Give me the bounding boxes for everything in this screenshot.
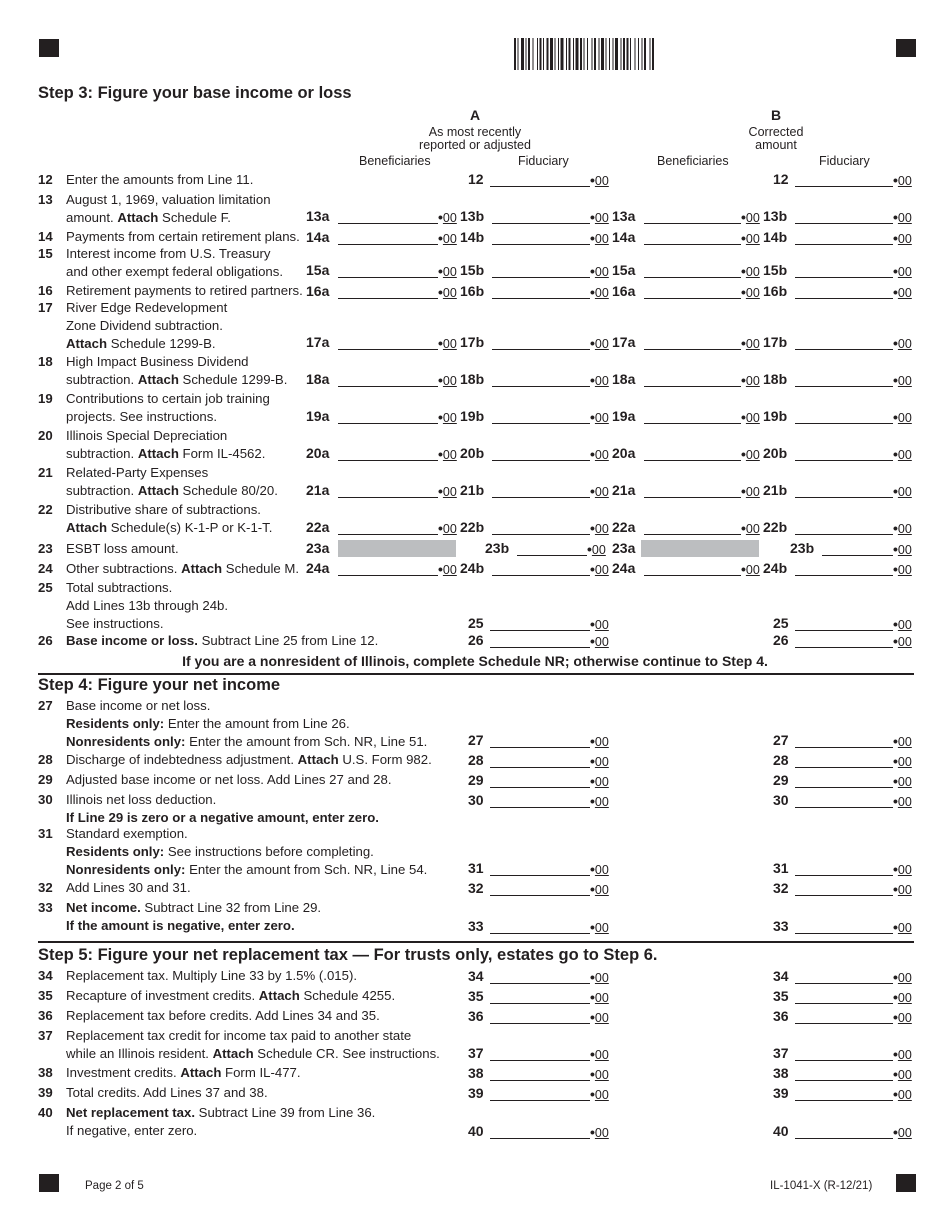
line-23-label-a-fiduciary: 23b <box>485 540 510 556</box>
line-36-label-b: 36 <box>773 1008 789 1024</box>
line-15-label-a-beneficiaries: 15a <box>306 262 330 278</box>
line-27-label-b: 27 <box>773 732 789 748</box>
line-19-label-a-fiduciary: 19b <box>460 408 485 424</box>
line-36-input-a[interactable] <box>490 1023 590 1024</box>
line-21-input-b-beneficiaries[interactable] <box>644 497 741 498</box>
line-27-input-a[interactable] <box>490 747 590 748</box>
line-24-label-a-beneficiaries: 24a <box>306 560 330 576</box>
line-37-input-b[interactable] <box>795 1060 893 1061</box>
line-12-input-a[interactable] <box>490 186 590 187</box>
line-31-cents-a: •00 <box>590 861 609 877</box>
line-15-cents-a-beneficiaries: •00 <box>438 263 457 279</box>
line-24-cents-b-fiduciary: •00 <box>893 561 912 577</box>
line-29-label-a: 29 <box>468 772 484 788</box>
line-35-label-b: 35 <box>773 988 789 1004</box>
line-21-cents-b-beneficiaries: •00 <box>741 483 760 499</box>
line-16-label-b-fiduciary: 16b <box>763 283 788 299</box>
line-34-input-b[interactable] <box>795 983 893 984</box>
line-14-input-b-beneficiaries[interactable] <box>644 244 741 245</box>
line-24-input-a-beneficiaries[interactable] <box>338 575 438 576</box>
registration-mark-top-right <box>896 39 916 57</box>
line-15-input-b-fiduciary[interactable] <box>795 277 893 278</box>
line-39-cents-a: •00 <box>590 1086 609 1102</box>
line-13-label-a-beneficiaries: 13a <box>306 208 330 224</box>
line-20-input-a-fiduciary[interactable] <box>492 460 590 461</box>
line-15-cents-a-fiduciary: •00 <box>590 263 609 279</box>
line-32-description: 32 Add Lines 30 and 31. <box>38 880 191 895</box>
line-21-input-a-beneficiaries[interactable] <box>338 497 438 498</box>
line-21-input-a-fiduciary[interactable] <box>492 497 590 498</box>
line-18-cents-b-beneficiaries: •00 <box>741 372 760 388</box>
line-19-cents-b-beneficiaries: •00 <box>741 409 760 425</box>
line-16-cents-a-fiduciary: •00 <box>590 284 609 300</box>
line-22-label-b-fiduciary: 22b <box>763 519 788 535</box>
step4-title: Step 4: Figure your net income <box>38 676 281 694</box>
line-21-description: 21 Related-Party Expenses subtraction. Attach Schedule 80/20. <box>38 465 278 498</box>
line-14-label-b-fiduciary: 14b <box>763 229 788 245</box>
line-22-input-b-beneficiaries[interactable] <box>644 534 741 535</box>
line-27-label-a: 27 <box>468 732 484 748</box>
line-40-cents-b: •00 <box>893 1124 912 1140</box>
line-24-label-a-fiduciary: 24b <box>460 560 485 576</box>
line-40-input-a[interactable] <box>490 1138 590 1139</box>
line-18-input-a-fiduciary[interactable] <box>492 386 590 387</box>
line-31-label-b: 31 <box>773 860 789 876</box>
line-27-cents-b: •00 <box>893 733 912 749</box>
line-25-input-a[interactable] <box>490 630 590 631</box>
line-29-cents-b: •00 <box>893 773 912 789</box>
line-13-cents-b-beneficiaries: •00 <box>741 209 760 225</box>
line-20-cents-a-beneficiaries: •00 <box>438 446 457 462</box>
line-38-input-a[interactable] <box>490 1080 590 1081</box>
line-31-label-a: 31 <box>468 860 484 876</box>
line-37-description: 37 Replacement tax credit for income tax paid to another state while an Illinois resident. Attach Schedule CR. See instructions. <box>38 1028 440 1061</box>
line-22-cents-b-fiduciary: •00 <box>893 520 912 536</box>
line-16-label-a-fiduciary: 16b <box>460 283 485 299</box>
line-16-label-b-beneficiaries: 16a <box>612 283 636 299</box>
line-34-cents-b: •00 <box>893 969 912 985</box>
line-20-label-a-beneficiaries: 20a <box>306 445 330 461</box>
line-24-cents-a-beneficiaries: •00 <box>438 561 457 577</box>
line-39-cents-b: •00 <box>893 1086 912 1102</box>
line-30-label-a: 30 <box>468 792 484 808</box>
line-20-input-b-fiduciary[interactable] <box>795 460 893 461</box>
line-37-label-a: 37 <box>468 1045 484 1061</box>
line-32-label-a: 32 <box>468 880 484 896</box>
line-24-label-b-beneficiaries: 24a <box>612 560 636 576</box>
line-22-label-b-beneficiaries: 22a <box>612 519 636 535</box>
line-20-cents-b-fiduciary: •00 <box>893 446 912 462</box>
line-13-label-b-fiduciary: 13b <box>763 208 788 224</box>
line-35-cents-b: •00 <box>893 989 912 1005</box>
line-16-input-a-fiduciary[interactable] <box>492 298 590 299</box>
line-16-cents-b-beneficiaries: •00 <box>741 284 760 300</box>
barcode-image <box>514 38 710 70</box>
line-13-description: 13 August 1, 1969, valuation limitation amount. Attach Schedule F. <box>38 192 271 225</box>
line-14-input-b-fiduciary[interactable] <box>795 244 893 245</box>
line-21-label-a-beneficiaries: 21a <box>306 482 330 498</box>
line-30-label-b: 30 <box>773 792 789 808</box>
line-17-label-a-fiduciary: 17b <box>460 334 485 350</box>
line-13-input-b-fiduciary[interactable] <box>795 223 893 224</box>
line-12-cents-b: •00 <box>893 172 912 188</box>
line-29-cents-a: •00 <box>590 773 609 789</box>
line-38-input-b[interactable] <box>795 1080 893 1081</box>
line-26-cents-a: •00 <box>590 633 609 649</box>
line-40-input-b[interactable] <box>795 1138 893 1139</box>
line-21-label-b-beneficiaries: 21a <box>612 482 636 498</box>
line-17-cents-a-fiduciary: •00 <box>590 335 609 351</box>
column-a-fiduciary-header: Fiduciary <box>518 154 569 168</box>
line-29-label-b: 29 <box>773 772 789 788</box>
line-37-cents-a: •00 <box>590 1046 609 1062</box>
line-16-description: 16 Retirement payments to retired partners. <box>38 283 303 298</box>
line-21-label-b-fiduciary: 21b <box>763 482 788 498</box>
column-a-beneficiaries-header: Beneficiaries <box>359 154 431 168</box>
line-15-label-b-beneficiaries: 15a <box>612 262 636 278</box>
line-15-cents-b-beneficiaries: •00 <box>741 263 760 279</box>
line-23-label-a-beneficiaries: 23a <box>306 540 330 556</box>
line-29-description: 29 Adjusted base income or net loss. Add Lines 27 and 28. <box>38 772 392 787</box>
line-14-label-a-beneficiaries: 14a <box>306 229 330 245</box>
line-25-cents-b: •00 <box>893 616 912 632</box>
line-35-input-a[interactable] <box>490 1003 590 1004</box>
line-19-cents-b-fiduciary: •00 <box>893 409 912 425</box>
line-19-input-a-fiduciary[interactable] <box>492 423 590 424</box>
line-17-label-b-fiduciary: 17b <box>763 334 788 350</box>
line-35-description: 35 Recapture of investment credits. Attach Schedule 4255. <box>38 988 396 1003</box>
line-24-input-a-fiduciary[interactable] <box>492 575 590 576</box>
column-b-fiduciary-header: Fiduciary <box>819 154 870 168</box>
line-20-input-b-beneficiaries[interactable] <box>644 460 741 461</box>
line-18-input-b-fiduciary[interactable] <box>795 386 893 387</box>
line-36-input-b[interactable] <box>795 1023 893 1024</box>
line-35-input-b[interactable] <box>795 1003 893 1004</box>
line-20-label-b-beneficiaries: 20a <box>612 445 636 461</box>
line-14-input-a-fiduciary[interactable] <box>492 244 590 245</box>
line-28-label-b: 28 <box>773 752 789 768</box>
line-22-description: 22 Distributive share of subtractions. Attach Schedule(s) K-1-P or K-1-T. <box>38 502 273 535</box>
line-23-input-a-fiduciary[interactable] <box>517 555 587 556</box>
line-22-cents-b-beneficiaries: •00 <box>741 520 760 536</box>
line-40-cents-a: •00 <box>590 1124 609 1140</box>
line-23-input-b-fiduciary[interactable] <box>822 555 893 556</box>
line-16-cents-a-beneficiaries: •00 <box>438 284 457 300</box>
line-25-description: 25 Total subtractions. Add Lines 13b through 24b. See instructions. <box>38 580 229 631</box>
line-39-label-a: 39 <box>468 1085 484 1101</box>
line-12-description: 12 Enter the amounts from Line 11. <box>38 172 254 187</box>
line-14-cents-a-beneficiaries: •00 <box>438 230 457 246</box>
line-18-input-a-beneficiaries[interactable] <box>338 386 438 387</box>
line-24-input-b-beneficiaries[interactable] <box>644 575 741 576</box>
line-24-description: 24 Other subtractions. Attach Schedule M. <box>38 561 300 576</box>
line-39-label-b: 39 <box>773 1085 789 1101</box>
line-18-cents-b-fiduciary: •00 <box>893 372 912 388</box>
line-18-input-b-beneficiaries[interactable] <box>644 386 741 387</box>
line-28-input-b[interactable] <box>795 767 893 768</box>
line-34-cents-a: •00 <box>590 969 609 985</box>
line-20-label-a-fiduciary: 20b <box>460 445 485 461</box>
line-16-input-a-beneficiaries[interactable] <box>338 298 438 299</box>
line-34-label-b: 34 <box>773 968 789 984</box>
line-33-cents-b: •00 <box>893 919 912 935</box>
line-12-label-b: 12 <box>773 171 789 187</box>
line-16-input-b-beneficiaries[interactable] <box>644 298 741 299</box>
line-19-label-a-beneficiaries: 19a <box>306 408 330 424</box>
line-12-label-a: 12 <box>468 171 484 187</box>
line-29-input-a[interactable] <box>490 787 590 788</box>
line-40-label-b: 40 <box>773 1123 789 1139</box>
line-24-label-b-fiduciary: 24b <box>763 560 788 576</box>
line-14-label-b-beneficiaries: 14a <box>612 229 636 245</box>
line-17-cents-b-beneficiaries: •00 <box>741 335 760 351</box>
line-34-input-a[interactable] <box>490 983 590 984</box>
line-38-description: 38 Investment credits. Attach Form IL-477. <box>38 1065 301 1080</box>
line-21-label-a-fiduciary: 21b <box>460 482 485 498</box>
line-40-description: 40 Net replacement tax. Subtract Line 39 from Line 36. If negative, enter zero. <box>38 1105 376 1138</box>
line-19-description: 19 Contributions to certain job training projects. See instructions. <box>38 391 270 424</box>
line-39-input-a[interactable] <box>490 1100 590 1101</box>
line-25-label-b: 25 <box>773 615 789 631</box>
line-19-label-b-fiduciary: 19b <box>763 408 788 424</box>
line-26-description: 26 Base income or loss. Subtract Line 25 from Line 12. <box>38 633 379 648</box>
line-31-input-a[interactable] <box>490 875 590 876</box>
line-33-label-a: 33 <box>468 918 484 934</box>
line-25-cents-a: •00 <box>590 616 609 632</box>
line-19-label-b-beneficiaries: 19a <box>612 408 636 424</box>
line-38-cents-b: •00 <box>893 1066 912 1082</box>
line-23-label-b-fiduciary: 23b <box>790 540 815 556</box>
line-19-cents-a-beneficiaries: •00 <box>438 409 457 425</box>
line-17-label-a-beneficiaries: 17a <box>306 334 330 350</box>
line-35-cents-a: •00 <box>590 989 609 1005</box>
line-24-cents-b-beneficiaries: •00 <box>741 561 760 577</box>
line-19-input-b-fiduciary[interactable] <box>795 423 893 424</box>
line-14-cents-b-beneficiaries: •00 <box>741 230 760 246</box>
line-15-input-b-beneficiaries[interactable] <box>644 277 741 278</box>
line-13-input-a-fiduciary[interactable] <box>492 223 590 224</box>
line-20-cents-a-fiduciary: •00 <box>590 446 609 462</box>
line-23-cents-b-fiduciary: •00 <box>893 541 912 557</box>
line-13-cents-a-fiduciary: •00 <box>590 209 609 225</box>
line-20-input-a-beneficiaries[interactable] <box>338 460 438 461</box>
line-28-cents-a: •00 <box>590 753 609 769</box>
step5-title: Step 5: Figure your net replacement tax — For trusts only, estates go to Step 6. <box>38 946 658 964</box>
line-24-input-b-fiduciary[interactable] <box>795 575 893 576</box>
line-17-cents-a-beneficiaries: •00 <box>438 335 457 351</box>
line-33-cents-a: •00 <box>590 919 609 935</box>
column-b-letter: B <box>770 107 782 123</box>
line-36-label-a: 36 <box>468 1008 484 1024</box>
line-19-input-b-beneficiaries[interactable] <box>644 423 741 424</box>
line-16-input-b-fiduciary[interactable] <box>795 298 893 299</box>
step5-divider <box>38 941 914 943</box>
line-20-cents-b-beneficiaries: •00 <box>741 446 760 462</box>
line-23-shaded-a-beneficiaries <box>338 540 456 557</box>
line-23-description: 23 ESBT loss amount. <box>38 541 179 556</box>
line-22-cents-a-fiduciary: •00 <box>590 520 609 536</box>
column-a-desc-2: reported or adjusted <box>419 138 531 152</box>
line-17-input-b-fiduciary[interactable] <box>795 349 893 350</box>
line-28-description: 28 Discharge of indebtedness adjustment. Attach U.S. Form 982. <box>38 752 432 767</box>
line-23-cents-a-fiduciary: •00 <box>587 541 606 557</box>
line-13-input-a-beneficiaries[interactable] <box>338 223 438 224</box>
line-38-label-b: 38 <box>773 1065 789 1081</box>
line-22-input-a-fiduciary[interactable] <box>492 534 590 535</box>
line-18-cents-a-beneficiaries: •00 <box>438 372 457 388</box>
page-number: Page 2 of 5 <box>85 1180 144 1192</box>
line-20-label-b-fiduciary: 20b <box>763 445 788 461</box>
line-32-input-a[interactable] <box>490 895 590 896</box>
line-27-cents-a: •00 <box>590 733 609 749</box>
line-22-input-b-fiduciary[interactable] <box>795 534 893 535</box>
line-15-cents-b-fiduciary: •00 <box>893 263 912 279</box>
line-12-cents-a: •00 <box>590 172 609 188</box>
form-id: IL-1041-X (R-12/21) <box>770 1180 873 1192</box>
registration-mark-top-left <box>39 39 59 57</box>
line-24-cents-a-fiduciary: •00 <box>590 561 609 577</box>
line-31-cents-b: •00 <box>893 861 912 877</box>
line-36-cents-a: •00 <box>590 1009 609 1025</box>
line-17-input-a-fiduciary[interactable] <box>492 349 590 350</box>
line-17-input-a-beneficiaries[interactable] <box>338 349 438 350</box>
line-32-input-b[interactable] <box>795 895 893 896</box>
line-27-description: 27 Base income or net loss. Residents only: Enter the amount from Line 26. Nonresidents only: Enter the amount from Sch. NR, Line 51. <box>38 698 428 749</box>
line-30-input-b[interactable] <box>795 807 893 808</box>
line-18-label-b-fiduciary: 18b <box>763 371 788 387</box>
line-37-cents-b: •00 <box>893 1046 912 1062</box>
line-21-cents-a-fiduciary: •00 <box>590 483 609 499</box>
line-17-input-b-beneficiaries[interactable] <box>644 349 741 350</box>
line-31-input-b[interactable] <box>795 875 893 876</box>
line-30-description: 30 Illinois net loss deduction. If Line 29 is zero or a negative amount, enter zero. <box>38 792 379 825</box>
line-26-label-a: 26 <box>468 632 484 648</box>
column-a-letter: A <box>469 107 481 123</box>
line-37-label-b: 37 <box>773 1045 789 1061</box>
registration-mark-bottom-left <box>39 1174 59 1192</box>
line-21-cents-b-fiduciary: •00 <box>893 483 912 499</box>
line-26-cents-b: •00 <box>893 633 912 649</box>
line-32-cents-a: •00 <box>590 881 609 897</box>
line-36-description: 36 Replacement tax before credits. Add Lines 34 and 35. <box>38 1008 380 1023</box>
line-28-label-a: 28 <box>468 752 484 768</box>
line-23-shaded-b-beneficiaries <box>641 540 759 557</box>
line-39-description: 39 Total credits. Add Lines 37 and 38. <box>38 1085 268 1100</box>
line-15-description: 15 Interest income from U.S. Treasury and other exempt federal obligations. <box>38 246 284 279</box>
line-22-input-a-beneficiaries[interactable] <box>338 534 438 535</box>
line-25-input-b[interactable] <box>795 630 893 631</box>
line-14-input-a-beneficiaries[interactable] <box>338 244 438 245</box>
line-29-input-b[interactable] <box>795 787 893 788</box>
line-18-label-a-beneficiaries: 18a <box>306 371 330 387</box>
column-b-desc-2: amount <box>755 138 797 152</box>
line-15-label-a-fiduciary: 15b <box>460 262 485 278</box>
line-12-input-b[interactable] <box>795 186 893 187</box>
line-19-input-a-beneficiaries[interactable] <box>338 423 438 424</box>
line-16-cents-b-fiduciary: •00 <box>893 284 912 300</box>
line-14-label-a-fiduciary: 14b <box>460 229 485 245</box>
line-15-input-a-beneficiaries[interactable] <box>338 277 438 278</box>
line-21-input-b-fiduciary[interactable] <box>795 497 893 498</box>
line-32-cents-b: •00 <box>893 881 912 897</box>
line-33-input-a[interactable] <box>490 933 590 934</box>
line-13-cents-a-beneficiaries: •00 <box>438 209 457 225</box>
nonresident-notice: If you are a nonresident of Illinois, complete Schedule NR; otherwise continue to Step 4. <box>182 653 768 669</box>
line-33-input-b[interactable] <box>795 933 893 934</box>
line-25-label-a: 25 <box>468 615 484 631</box>
line-27-input-b[interactable] <box>795 747 893 748</box>
line-34-description: 34 Replacement tax. Multiply Line 33 by 1.5% (.015). <box>38 968 358 983</box>
line-17-cents-b-fiduciary: •00 <box>893 335 912 351</box>
line-13-cents-b-fiduciary: •00 <box>893 209 912 225</box>
line-13-label-b-beneficiaries: 13a <box>612 208 636 224</box>
line-18-label-b-beneficiaries: 18a <box>612 371 636 387</box>
line-33-label-b: 33 <box>773 918 789 934</box>
line-15-label-b-fiduciary: 15b <box>763 262 788 278</box>
line-36-cents-b: •00 <box>893 1009 912 1025</box>
line-16-label-a-beneficiaries: 16a <box>306 283 330 299</box>
line-17-description: 17 River Edge Redevelopment Zone Dividend subtraction. Attach Schedule 1299-B. <box>38 300 228 351</box>
line-31-description: 31 Standard exemption. Residents only: See instructions before completing. Nonresidents only: Enter the amount from Sch. NR, Line 54. <box>38 826 428 877</box>
column-a-desc-1: As most recently <box>428 125 522 139</box>
line-28-input-a[interactable] <box>490 767 590 768</box>
line-18-cents-a-fiduciary: •00 <box>590 372 609 388</box>
line-15-input-a-fiduciary[interactable] <box>492 277 590 278</box>
step4-divider <box>38 673 914 675</box>
line-14-cents-a-fiduciary: •00 <box>590 230 609 246</box>
line-22-label-a-beneficiaries: 22a <box>306 519 330 535</box>
line-37-input-a[interactable] <box>490 1060 590 1061</box>
line-26-input-b[interactable] <box>795 647 893 648</box>
line-18-label-a-fiduciary: 18b <box>460 371 485 387</box>
line-17-label-b-beneficiaries: 17a <box>612 334 636 350</box>
line-38-cents-a: •00 <box>590 1066 609 1082</box>
line-13-label-a-fiduciary: 13b <box>460 208 485 224</box>
line-30-cents-a: •00 <box>590 793 609 809</box>
line-22-label-a-fiduciary: 22b <box>460 519 485 535</box>
line-38-label-a: 38 <box>468 1065 484 1081</box>
line-30-cents-b: •00 <box>893 793 912 809</box>
line-28-cents-b: •00 <box>893 753 912 769</box>
line-18-description: 18 High Impact Business Dividend subtraction. Attach Schedule 1299-B. <box>38 354 288 387</box>
line-14-description: 14 Payments from certain retirement plans. <box>38 229 300 244</box>
line-39-input-b[interactable] <box>795 1100 893 1101</box>
registration-mark-bottom-right <box>896 1174 916 1192</box>
line-13-input-b-beneficiaries[interactable] <box>644 223 741 224</box>
line-19-cents-a-fiduciary: •00 <box>590 409 609 425</box>
step3-title: Step 3: Figure your base income or loss <box>38 84 352 102</box>
line-26-input-a[interactable] <box>490 647 590 648</box>
line-32-label-b: 32 <box>773 880 789 896</box>
line-33-description: 33 Net income. Subtract Line 32 from Line 29. If the amount is negative, enter zero. <box>38 900 322 933</box>
line-30-input-a[interactable] <box>490 807 590 808</box>
line-23-label-b-beneficiaries: 23a <box>612 540 636 556</box>
column-b-desc-1: Corrected <box>748 125 804 139</box>
line-22-cents-a-beneficiaries: •00 <box>438 520 457 536</box>
column-b-beneficiaries-header: Beneficiaries <box>657 154 729 168</box>
line-26-label-b: 26 <box>773 632 789 648</box>
line-34-label-a: 34 <box>468 968 484 984</box>
line-40-label-a: 40 <box>468 1123 484 1139</box>
line-14-cents-b-fiduciary: •00 <box>893 230 912 246</box>
line-35-label-a: 35 <box>468 988 484 1004</box>
line-21-cents-a-beneficiaries: •00 <box>438 483 457 499</box>
line-20-description: 20 Illinois Special Depreciation subtraction. Attach Form IL-4562. <box>38 428 266 461</box>
